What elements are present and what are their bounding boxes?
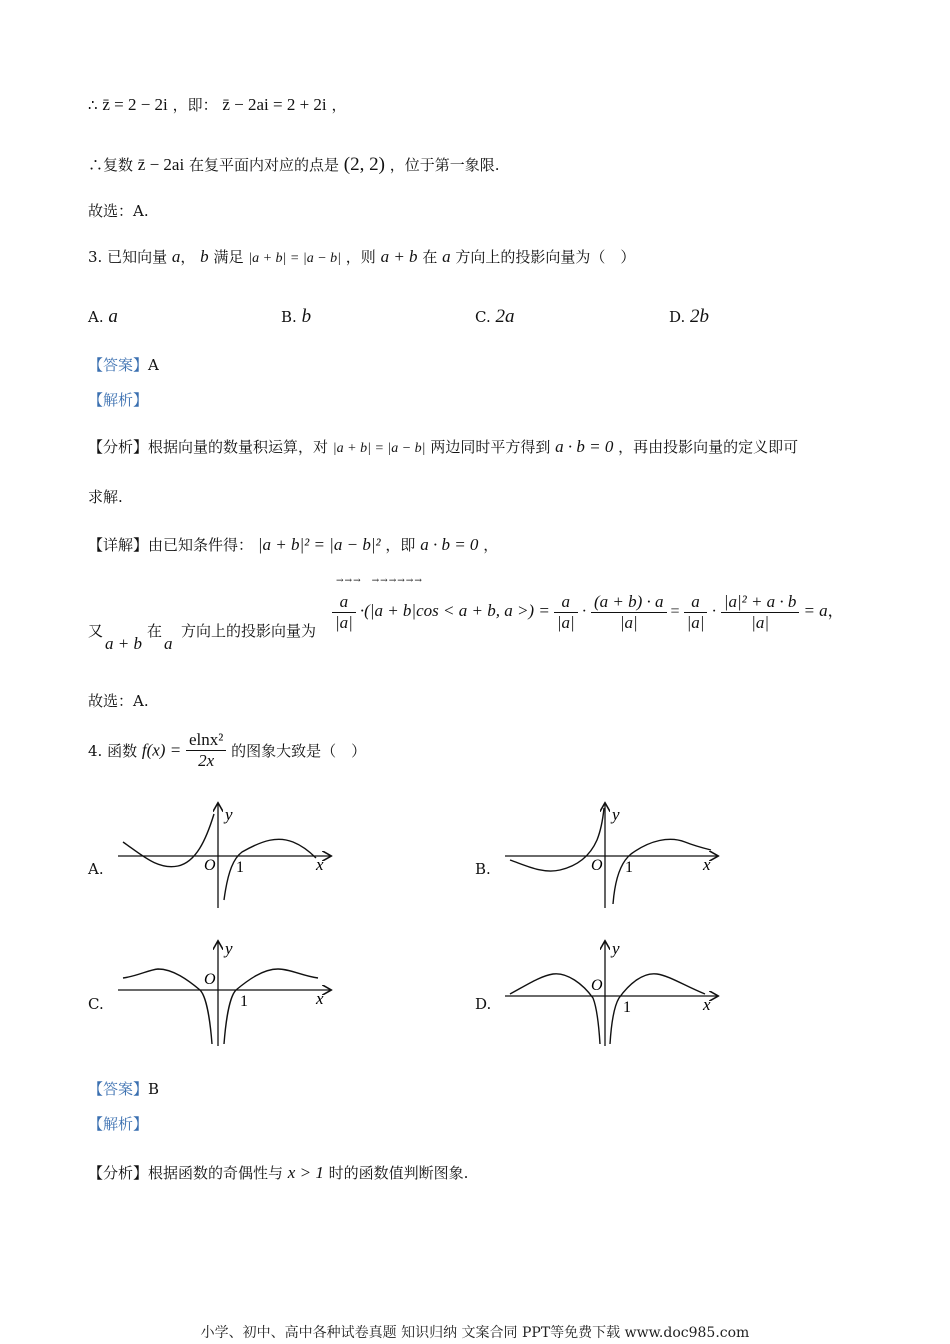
solution-line-1: [88, 94, 346, 116]
analysis4-b: 时的函数值判断图象.: [328, 1164, 469, 1182]
vec-a-2: a: [442, 247, 451, 266]
frac2-den: |a|: [556, 613, 575, 632]
text-ji: ，即：: [172, 96, 218, 114]
graph-option-b-label[interactable]: B.: [475, 860, 491, 878]
formula-comma: ，: [827, 603, 844, 621]
q3-text-b: 满足: [213, 248, 244, 266]
graph-c[interactable]: [118, 938, 338, 1050]
vec-b: b: [200, 247, 209, 266]
q3-text-c: ，则: [345, 248, 376, 266]
frac3-den: |a|: [619, 613, 638, 632]
graph-b[interactable]: [505, 800, 725, 912]
point-coord: (2, 2): [343, 154, 385, 175]
footer-banner[interactable]: 小学、初中、高中各种试卷真题 知识归纳 文案合同 PPT等免费下载 www.doc985.com: [200, 1325, 750, 1341]
option-b[interactable]: [281, 306, 311, 328]
analysis4-cond: x > 1: [287, 1163, 324, 1182]
choose-line-2: 故选：A.: [88, 202, 149, 220]
y-label: y: [225, 805, 233, 824]
answer-3: [88, 354, 159, 376]
x-label: x: [703, 855, 711, 874]
graph-option-c-label[interactable]: C.: [88, 995, 104, 1013]
vec-a: a: [171, 247, 181, 266]
option-b-value: b: [301, 306, 312, 327]
frac-2: [554, 592, 578, 633]
detail3-post: 方向上的投影向量为: [181, 622, 317, 640]
frac1-num: a: [332, 592, 356, 613]
y-label: y: [225, 939, 233, 958]
analysis-3-cont: 求解.: [88, 488, 123, 506]
solution-line-2: [88, 154, 500, 176]
text-quadrant: ，位于第一象限.: [389, 156, 500, 174]
q4-frac: [186, 730, 226, 771]
frac-1: [332, 592, 356, 633]
origin-label: O: [591, 977, 603, 994]
x-label: x: [703, 995, 711, 1014]
curve-left: [123, 814, 214, 867]
q4-num: elnx²: [186, 730, 226, 751]
option-d[interactable]: [669, 306, 709, 328]
analysis-tag-3: 【解析】: [88, 391, 149, 409]
origin-label: O: [591, 857, 603, 874]
question-4: [88, 730, 366, 771]
graph-d[interactable]: [505, 938, 725, 1050]
detail3-b: ，即: [385, 536, 416, 554]
question-3: [88, 246, 635, 270]
frac-5: [721, 592, 800, 633]
detail3-a: 【详解】由已知条件得：: [88, 536, 254, 554]
therefore-symbol: ∴: [88, 96, 98, 114]
q4-fx: f(x) =: [141, 740, 182, 760]
frac-3: [591, 592, 667, 633]
answer-value: A: [148, 356, 159, 374]
x-label: x: [316, 855, 324, 874]
curve-left: [510, 974, 600, 1044]
detail3-in: 在: [147, 622, 163, 640]
answer-4: [88, 1078, 159, 1100]
analysis3-b: 两边同时平方得到: [430, 438, 551, 456]
origin-label: O: [204, 971, 216, 988]
frac5-den: |a|: [751, 613, 770, 632]
graph-option-a-label[interactable]: A.: [88, 860, 104, 878]
q3-condition: |a + b| = |a − b|: [248, 251, 341, 266]
analysis3-expr: |a + b| = |a − b|: [332, 441, 426, 456]
sep: ，: [180, 248, 196, 266]
one-label: 1: [625, 859, 633, 876]
frac4-den: |a|: [686, 613, 705, 632]
option-c-label: C.: [475, 308, 491, 326]
frac2-num: a: [554, 592, 578, 613]
origin-label: O: [204, 857, 216, 874]
text-fushu: ∴复数: [88, 156, 134, 174]
analysis3-dot: a · b = 0: [555, 437, 614, 456]
detail3-c: ，: [483, 536, 499, 554]
analysis3-c: ，再由投影向量的定义即可: [618, 438, 799, 456]
graph-a[interactable]: [118, 800, 338, 912]
q4-text-a: 4. 函数: [88, 742, 138, 760]
one-label: 1: [236, 859, 244, 876]
q3-text-d: 在: [422, 248, 438, 266]
option-c-value: 2a: [495, 306, 515, 327]
formula-eq: =: [670, 603, 680, 621]
frac-4: [684, 592, 708, 633]
detail3-you: 又: [88, 622, 104, 640]
option-d-label: D.: [669, 308, 686, 326]
detail-3: [88, 534, 498, 556]
answer-value: B: [148, 1080, 160, 1098]
frac4-num: a: [684, 592, 708, 613]
conjugate-eq-2: z̄ − 2ai = 2 + 2i: [222, 95, 327, 114]
curve-right: [224, 969, 318, 1044]
x-label: x: [316, 989, 324, 1008]
detail3-expr: |a + b|² = |a − b|²: [257, 535, 381, 554]
analysis3-a: 【分析】根据向量的数量积运算，对: [88, 438, 329, 456]
analysis-tag-4: 【解析】: [88, 1115, 149, 1133]
formula-mid: ·(|a + b|cos < a + b, a >) =: [359, 601, 550, 621]
option-a[interactable]: [88, 306, 118, 328]
analysis-3: [88, 436, 798, 460]
answer-tag: 【答案】: [88, 1080, 149, 1098]
q4-den: 2x: [198, 751, 215, 770]
q3-sum: a + b: [380, 247, 418, 266]
graph-option-d-label[interactable]: D.: [475, 995, 492, 1013]
detail3-sum: a + b: [105, 634, 142, 653]
option-d-value: 2b: [690, 306, 710, 327]
option-a-value: a: [108, 306, 118, 327]
curve-left: [123, 969, 212, 1044]
y-label: y: [612, 805, 620, 824]
option-c[interactable]: [475, 306, 515, 328]
option-b-label: B.: [281, 308, 297, 326]
frac3-num: (a + b) · a: [591, 592, 667, 613]
q3-text-a: 3. 已知向量: [88, 248, 168, 266]
analysis-4: [88, 1162, 468, 1184]
frac1-den: |a|: [335, 613, 353, 632]
one-label: 1: [240, 993, 248, 1010]
choose-line-3: 故选：A.: [88, 692, 149, 710]
detail3-a-vec: a: [164, 634, 173, 653]
y-label: y: [612, 939, 620, 958]
frac5-num: |a|² + a · b: [721, 592, 800, 613]
curve-left: [510, 808, 604, 871]
complex-expr: z̄ − 2ai: [137, 155, 185, 174]
q3-text-e: 方向上的投影向量为（ ）: [455, 248, 636, 266]
one-label: 1: [623, 999, 631, 1016]
comma: ，: [331, 96, 347, 114]
detail3-dot: a · b = 0: [420, 535, 479, 554]
conjugate-eq: z̄ = 2 − 2i: [102, 95, 168, 114]
analysis4-a: 【分析】根据函数的奇偶性与: [88, 1164, 284, 1182]
answer-tag: 【答案】: [88, 356, 149, 374]
text-point: 在复平面内对应的点是: [188, 156, 339, 174]
q4-text-b: 的图象大致是（ ）: [231, 742, 367, 760]
vector-arrows: →→→ →→→→→→: [336, 576, 423, 586]
formula-end: = a: [803, 601, 828, 621]
projection-formula: $\frac{a}{|a|}$ ·(|a + b|cos < a + b, a >) = $\frac{a}{|a|}$ · $\frac{(a + b) \cdot a}{|a|}$ = $\frac{a}{|a|}$ · $\frac{\text{|a|² + a · b}}{|a|}$ = a，: [332, 592, 844, 633]
option-a-label: A.: [88, 308, 104, 326]
